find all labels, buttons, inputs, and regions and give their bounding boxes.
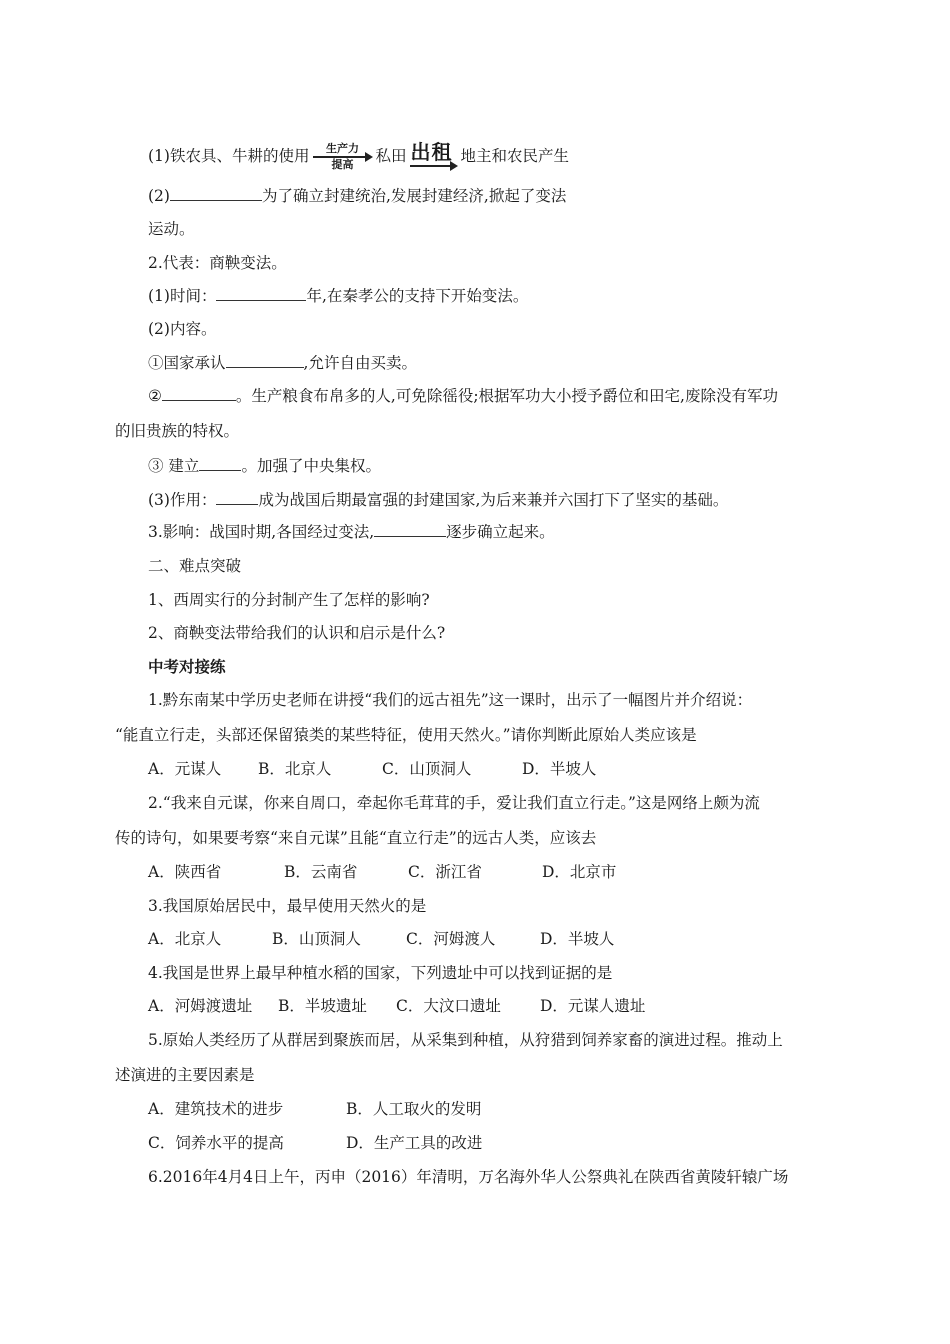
question-line: 2、商鞅变法带给我们的认识和启示是什么? [148,624,446,642]
fill-line-6: (2)内容。 [148,320,217,338]
options-row [148,996,645,1016]
section-heading: 二、难点突破 [148,557,242,575]
question-line: 传的诗句，如果要考察“来自元谋”且能“直立行走”的远古人类，应该去 [115,829,597,847]
fill-line-3: 运动。 [148,220,195,238]
section-heading: 中考对接练 [148,658,226,676]
question-line: “能直立行走，头部还保留猿类的某些特征，使用天然火。”请你判断此原始人类应该是 [115,726,697,744]
text-segment: ,允许自由买卖。 [303,354,417,372]
text-segment: 为了确立封建统治,发展封建经济,掀起了变法 [261,187,567,205]
option-a[interactable]: A．河姆渡遗址 [148,997,253,1015]
options-row [148,1133,482,1153]
fill-line-7 [148,353,417,373]
fill-line-2 [148,186,566,206]
option-d[interactable]: D．生产工具的改进 [346,1134,483,1152]
fill-line-9: 的旧贵族的特权。 [115,422,240,440]
options-row [148,929,614,949]
question-line: 述演进的主要因素是 [115,1066,255,1084]
arrow-label-top: 生产力 [325,142,359,155]
text-segment: ② [148,387,162,405]
text-segment: (2) [148,187,170,205]
option-a[interactable]: A．元谋人 [148,760,222,778]
arrow-rent [410,142,456,168]
fill-line-10 [148,456,381,476]
answer-blank[interactable] [170,186,262,201]
fill-line-4: 2.代表：商鞅变法。 [148,254,287,272]
options-row [148,759,596,779]
option-b[interactable]: B．云南省 [284,863,358,881]
fill-line-8 [148,386,778,406]
arrow-productivity [313,143,371,171]
options-row [148,1099,481,1119]
question-line: 2.“我来自元谋，你来自周口，牵起你毛茸茸的手，爱让我们直立行走。”这是网络上颇为流 [148,794,760,812]
option-d[interactable]: D．半坡人 [522,760,597,778]
option-b[interactable]: B．人工取火的发明 [346,1100,482,1118]
text-segment: (1)时间： [148,287,217,305]
option-b[interactable]: B．半坡遗址 [278,997,367,1015]
text-segment: 。加强了中央集权。 [241,457,381,475]
question-line: 3.我国原始居民中，最早使用天然火的是 [148,897,427,915]
text-segment: ③ 建立 [148,457,200,475]
option-a[interactable]: A．建筑技术的进步 [148,1100,284,1118]
option-d[interactable]: D．半坡人 [540,930,615,948]
text-segment: 地主和农民产生 [460,147,569,165]
option-b[interactable]: B．北京人 [258,760,332,778]
right-arrow-icon [410,165,456,167]
arrow-label-top: 出租 [410,140,453,164]
answer-blank[interactable] [199,456,241,471]
text-segment: 成为战国后期最富强的封建国家,为后来兼并六国打下了坚实的基础。 [258,491,729,509]
text-segment: 逐步确立起来。 [446,523,555,541]
answer-blank[interactable] [162,386,236,401]
fill-line-12 [148,522,555,542]
option-c[interactable]: C．大汶口遗址 [396,997,501,1015]
option-b[interactable]: B．山顶洞人 [272,930,361,948]
right-arrow-icon [313,156,371,158]
answer-blank[interactable] [216,490,258,505]
text-segment: ①国家承认 [148,354,226,372]
arrow-label-bottom: 提高 [331,158,354,171]
question-line: 5.原始人类经历了从群居到聚族而居，从采集到种植，从狩猎到饲养家畜的演进过程。推动上 [148,1031,783,1049]
answer-blank[interactable] [226,353,304,368]
fill-line-11 [148,490,728,510]
question-line: 1、西周实行的分封制产生了怎样的影响? [148,591,430,609]
options-row [148,862,616,882]
text-segment: 私田 [375,147,407,165]
text-segment: 。生产粮食布帛多的人,可免除徭役;根据军功大小授予爵位和田宅,废除没有军功 [235,387,778,405]
option-d[interactable]: D．元谋人遗址 [540,997,646,1015]
option-d[interactable]: D．北京市 [542,863,617,881]
fill-line-1 [148,140,569,171]
option-c[interactable]: C．山顶洞人 [382,760,472,778]
text-segment: 3.影响：战国时期,各国经过变法, [148,523,375,541]
text-segment: 年,在秦孝公的支持下开始变法。 [306,287,529,305]
option-c[interactable]: C．饲养水平的提高 [148,1134,284,1152]
text-segment: (3)作用： [148,491,217,509]
answer-blank[interactable] [374,522,446,537]
question-line: 4.我国是世界上最早种植水稻的国家，下列遗址中可以找到证据的是 [148,964,613,982]
answer-blank[interactable] [216,286,306,301]
option-a[interactable]: A．陕西省 [148,863,222,881]
option-c[interactable]: C．河姆渡人 [406,930,496,948]
fill-line-5 [148,286,528,306]
question-line: 6.2016年4月4日上午，丙申（2016）年清明，万名海外华人公祭典礼在陕西省黄陵轩辕广场 [148,1168,789,1186]
option-a[interactable]: A．北京人 [148,930,222,948]
question-line: 1.黔东南某中学历史老师在讲授“我们的远古祖先”这一课时，出示了一幅图片并介绍说： [148,691,753,709]
option-c[interactable]: C．浙江省 [408,863,482,881]
text-segment: (1)铁农具、牛耕的使用 [148,147,310,165]
